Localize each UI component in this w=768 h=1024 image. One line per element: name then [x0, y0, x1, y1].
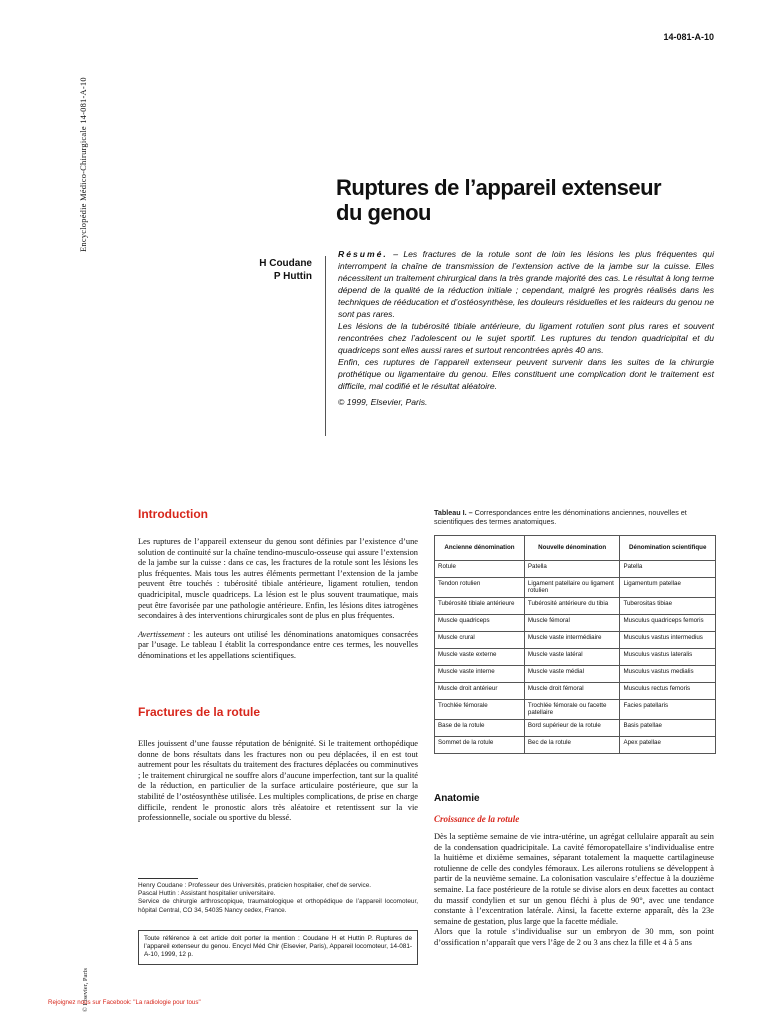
table-cell: Muscle vaste externe: [435, 648, 525, 665]
abstract-copyright: © 1999, Elsevier, Paris.: [338, 397, 428, 407]
header-old-name: Ancienne dénomination: [435, 536, 525, 561]
article-title: [336, 175, 696, 225]
table-cell: Muscle vaste interne: [435, 665, 525, 682]
title-line-1: Ruptures de l’appareil extenseur: [336, 175, 662, 200]
publisher-copyright-vertical: © Elsevier, Paris: [82, 968, 89, 1012]
table-row: [435, 665, 716, 682]
table-cell: Trochlée fémorale ou facette patellaire: [524, 699, 620, 719]
table-header-row: [435, 536, 716, 561]
header-scientific-name: Dénomination scientifique: [620, 536, 716, 561]
author-2: P Huttin: [273, 271, 312, 282]
table-row: [435, 631, 716, 648]
footnote-divider: [138, 878, 198, 879]
table-cell: Muscle vaste latéral: [524, 648, 620, 665]
table-cell: Ligament patellaire ou ligament rotulien: [524, 578, 620, 598]
abstract-paragraph-1: Résumé. – Les fractures de la rotule sont de loin les lésions les plus fréquentes qui interrompent la chaîne de transmission de l’extension active de la jambe sur la cuisse. Elles nécessitent un traitement chirurgical dans la très grande majorité des cas. Le résultat à long terme dépend de la qualité de la réduction initiale ; cependant, malgré les progrès réalisés dans les techniques de rééducation et d’ostéosynthèse, les douleurs résiduelles et les raideurs du genou ne sont pas rares.: [338, 249, 714, 319]
table-caption-label: Tableau I. –: [434, 508, 473, 517]
table-row: [435, 699, 716, 719]
table-row: [435, 614, 716, 631]
anatomie-paragraph-2: Alors que la rotule s’individualise sur un embryon de 30 mm, son point d’ossification n’apparaît que vers l’âge de 2 ou 3 ans chez la fille et 4 à 5 ans: [434, 927, 714, 947]
table-cell: Bec de la rotule: [524, 736, 620, 753]
table-row: [435, 719, 716, 736]
citation-box: Toute référence à cet article doit porter la mention : Coudane H et Huttin P. Ruptures de l’appareil extenseur du genou. Encycl Méd Chir (Elsevier, Paris), Appareil locomoteur, 14-081-A-10, 1999, 12 p.: [138, 930, 418, 965]
table-cell: Tendon rotulien: [435, 578, 525, 598]
table-row: [435, 597, 716, 614]
article-code: 14-081-A-10: [663, 32, 714, 42]
table-cell: Patella: [620, 561, 716, 578]
abstract-label: Résumé.: [338, 249, 388, 259]
warning-paragraph: Avertissement : les auteurs ont utilisé les dénominations anatomiques consacrées par l’usage. Le tableau I établit la correspondance entre ces termes, les nouvelles dénominations et les appellations scientifiques.: [138, 629, 418, 660]
abstract-paragraph-3: Enfin, ces ruptures de l’appareil extenseur peuvent survenir dans les suites de la chirurgie prothétique ou ligamentaire du genou. Elles constituent une complication dont le traitement est difficile, mal codifié et le résultat aléatoire.: [338, 357, 714, 391]
table-cell: Bord supérieur de la rotule: [524, 719, 620, 736]
introduction-body: [138, 537, 418, 662]
table-row: [435, 736, 716, 753]
table-cell: Base de la rotule: [435, 719, 525, 736]
table-cell: Musculus quadriceps femoris: [620, 614, 716, 631]
table-cell: Muscle vaste intermédiaire: [524, 631, 620, 648]
subsection-title-croissance: Croissance de la rotule: [434, 814, 520, 824]
table-cell: Muscle vaste médial: [524, 665, 620, 682]
affiliation-line-1: Henry Coudane : Professeur des Universités, praticien hospitalier, chef de service.: [138, 882, 372, 889]
header-new-name: Nouvelle dénomination: [524, 536, 620, 561]
table-cell: Muscle droit fémoral: [524, 682, 620, 699]
table-cell: Trochlée fémorale: [435, 699, 525, 719]
table-cell: Musculus vastus medialis: [620, 665, 716, 682]
section-title-fractures: Fractures de la rotule: [138, 705, 261, 719]
table-cell: Rotule: [435, 561, 525, 578]
affiliation-line-2: Pascal Huttin : Assistant hospitalier universitaire.: [138, 890, 276, 898]
table-row: [435, 648, 716, 665]
anatomie-body: [434, 832, 714, 949]
table-cell: Muscle crural: [435, 631, 525, 648]
warning-label: Avertissement: [138, 629, 185, 639]
section-title-introduction: Introduction: [138, 507, 208, 521]
table-cell: Muscle quadriceps: [435, 614, 525, 631]
table-cell: Tuberositas tibiae: [620, 597, 716, 614]
table-cell: Muscle fémoral: [524, 614, 620, 631]
author-1: H Coudane: [259, 258, 312, 269]
terminology-table: [434, 535, 716, 754]
abstract-paragraph-2: Les lésions de la tubérosité tibiale antérieure, du ligament rotulien sont plus rares et souvent rencontrées chez l’adolescent ou le sujet sportif. Les ruptures du tendon quadricipital et du quadriceps sont elles aussi rares et surtout rencontrées après 40 ans.: [338, 321, 714, 355]
author-affiliations: [138, 882, 418, 915]
table-cell: Sommet de la rotule: [435, 736, 525, 753]
table-cell: Apex patellae: [620, 736, 716, 753]
anatomie-paragraph-1: Dès la septième semaine de vie intra-utérine, un agrégat cellulaire apparaît au sein de la condensation quadricipitale. La cavité fémoropatellaire s’individualise entre la huitième et dixième semaines, séparant totalement la maquette cartilagineuse rotulienne de celle des condyles fémoraux. Les ailerons rotuliens se développent à partir de la neuvième semaine. La colonisation vasculaire s’effectue à la douzième semaine. La face postérieure de la rotule se divise alors en deux facettes au contact du massif condylien et sur un genou fléchi à plus de 90°, avec une tendance constante à l’excentration latérale. Ainsi, la facette externe apparaît, dès la 23e semaine de gestation, plus large que la facette médiale.: [434, 832, 714, 926]
abstract-divider: [325, 256, 326, 436]
section-title-anatomie: Anatomie: [434, 793, 480, 804]
table-cell: Facies patellaris: [620, 699, 716, 719]
authors: [210, 257, 312, 283]
table-cell: Ligamentum patellae: [620, 578, 716, 598]
title-line-2: du genou: [336, 200, 431, 225]
fractures-body: [138, 739, 418, 824]
introduction-paragraph: Les ruptures de l’appareil extenseur du genou sont définies par l’existence d’une solution de continuité sur la chaîne tendino-musculo-osseuse qui assure l’extension de la jambe sur la cuisse : dans ce cas, les fractures de la rotule sont les lésions les plus fréquentes. Mais tous les autres éléments permettant l’extension de la jambe peuvent être touchés : tubérosité tibiale antérieure, ligament rotulien, tendon quadricipital, muscle quadriceps. La lésion est le plus souvent traumatique, mais peut être favorisée par une pathologie antérieure. Enfin, les lésions dites iatrogènes secondaires à des interventions chirurgicales sont de plus en plus fréquentes.: [138, 537, 418, 621]
table-cell: Muscle droit antérieur: [435, 682, 525, 699]
affiliation-line-3: Service de chirurgie arthroscopique, traumatologique et orthopédique de l’appareil locomoteur, hôpital Central, CO 34, 54035 Nancy cedex, France.: [138, 898, 418, 914]
table-cell: Tubérosité antérieure du tibia: [524, 597, 620, 614]
table-row: [435, 561, 716, 578]
abstract: [338, 248, 714, 408]
table-cell: Musculus vastus lateralis: [620, 648, 716, 665]
journal-name-vertical: Encyclopédie Médico-Chirurgicale 14-081-A-10: [78, 77, 88, 252]
table-caption: Tableau I. – Correspondances entre les dénominations anciennes, nouvelles et scientifiques des termes anatomiques.: [434, 508, 687, 527]
table-row: [435, 578, 716, 598]
table-cell: Patella: [524, 561, 620, 578]
table-cell: Musculus vastus intermedius: [620, 631, 716, 648]
table-row: [435, 682, 716, 699]
table-cell: Musculus rectus femoris: [620, 682, 716, 699]
fractures-paragraph: Elles jouissent d’une fausse réputation de bénignité. Si le traitement orthopédique donne de bons résultats dans les fractures non ou peu déplacées, il en est tout autrement pour les résultats du traitement des fractures déplacées ou comminutives ; le traitement chirurgical ne souffre alors d’aucune imperfection, tant sur la qualité de la réduction, en particulier de la surface articulaire postérieure, que sur la stabilité de l’ostéosynthèse utilisée. Les multiples complications, de prise en charge difficile, rendent le pronostic alors très aléatoire et retentissent sur la vie professionnelle, sociale ou sportive du blessé.: [138, 739, 418, 823]
table-cell: Basis patellae: [620, 719, 716, 736]
facebook-banner: Rejoignez nous sur Facebook: "La radiologie pour tous": [48, 999, 201, 1006]
table-cell: Tubérosité tibiale antérieure: [435, 597, 525, 614]
